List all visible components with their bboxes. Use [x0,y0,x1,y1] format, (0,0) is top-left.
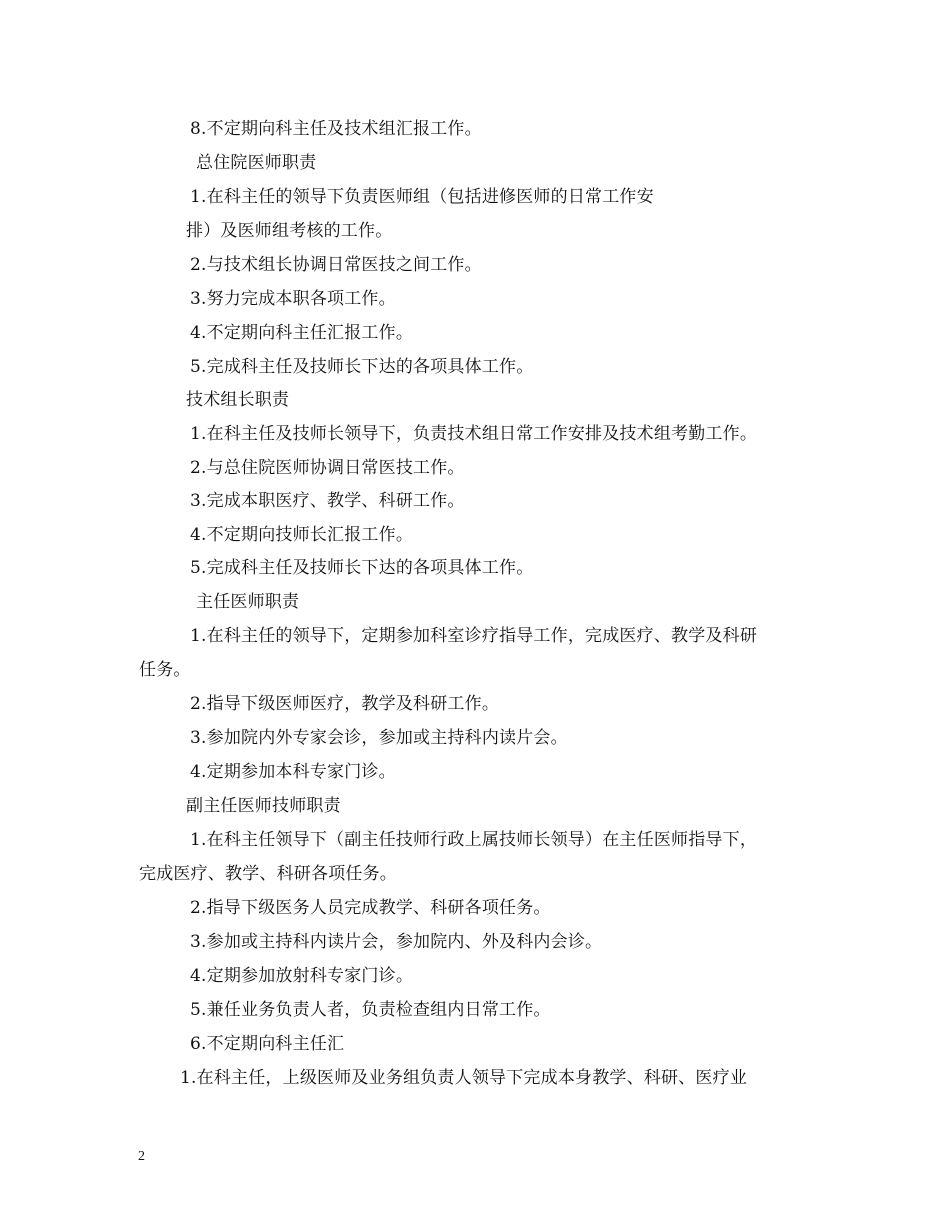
text-line: 4.不定期向科主任汇报工作。 [190,323,414,343]
text-line: 2.指导下级医师医疗，教学及科研工作。 [190,694,500,714]
text-line: 3.努力完成本职各项工作。 [190,289,396,309]
text-line: 1.在科主任的领导下，定期参加科室诊疗指导工作，完成医疗、教学及科研 [190,626,758,646]
text-line: 4.定期参加放射科专家门诊。 [190,966,414,986]
text-line: 3.参加或主持科内读片会，参加院内、外及科内会诊。 [190,932,603,952]
text-line: 1.在科主任及技师长领导下，负责技术组日常工作安排及技术组考勤工作。 [190,424,758,444]
section-heading: 技术组长职责 [186,390,290,410]
text-line: 3.参加院内外专家会诊，参加或主持科内读片会。 [190,728,568,748]
text-line: 排）及医师组考核的工作。 [186,221,393,241]
section-heading: 副主任医师技师职责 [186,796,341,816]
section-heading: 主任医师职责 [196,592,300,612]
text-line: 1.在科主任的领导下负责医师组（包括进修医师的日常工作安 [190,187,654,207]
text-line: 2.指导下级医务人员完成教学、科研各项任务。 [190,898,551,918]
text-line: 3.完成本职医疗、教学、科研工作。 [190,491,465,511]
page-number: 2 [138,1149,145,1164]
text-line: 任务。 [139,660,191,680]
text-line: 5.兼任业务负责人者，负责检查组内日常工作。 [190,1000,551,1020]
text-line: 完成医疗、教学、科研各项任务。 [139,864,397,884]
text-line: 2.与总住院医师协调日常医技工作。 [190,458,465,478]
text-line: 1.在科主任，上级医师及业务组负责人领导下完成本身教学、科研、医疗业 [180,1068,748,1088]
text-line: 6.不定期向科主任汇 [190,1034,345,1054]
text-line: 1.在科主任领导下（副主任技师行政上属技师长领导）在主任医师指导下， [190,830,758,850]
text-line: 5.完成科主任及技师长下达的各项具体工作。 [190,357,534,377]
text-line: 8.不定期向科主任及技术组汇报工作。 [190,119,482,139]
text-line: 4.定期参加本科专家门诊。 [190,762,396,782]
text-line: 4.不定期向技师长汇报工作。 [190,525,414,545]
text-line: 2.与技术组长协调日常医技之间工作。 [190,255,482,275]
section-heading: 总住院医师职责 [196,153,317,173]
text-line: 5.完成科主任及技师长下达的各项具体工作。 [190,558,534,578]
